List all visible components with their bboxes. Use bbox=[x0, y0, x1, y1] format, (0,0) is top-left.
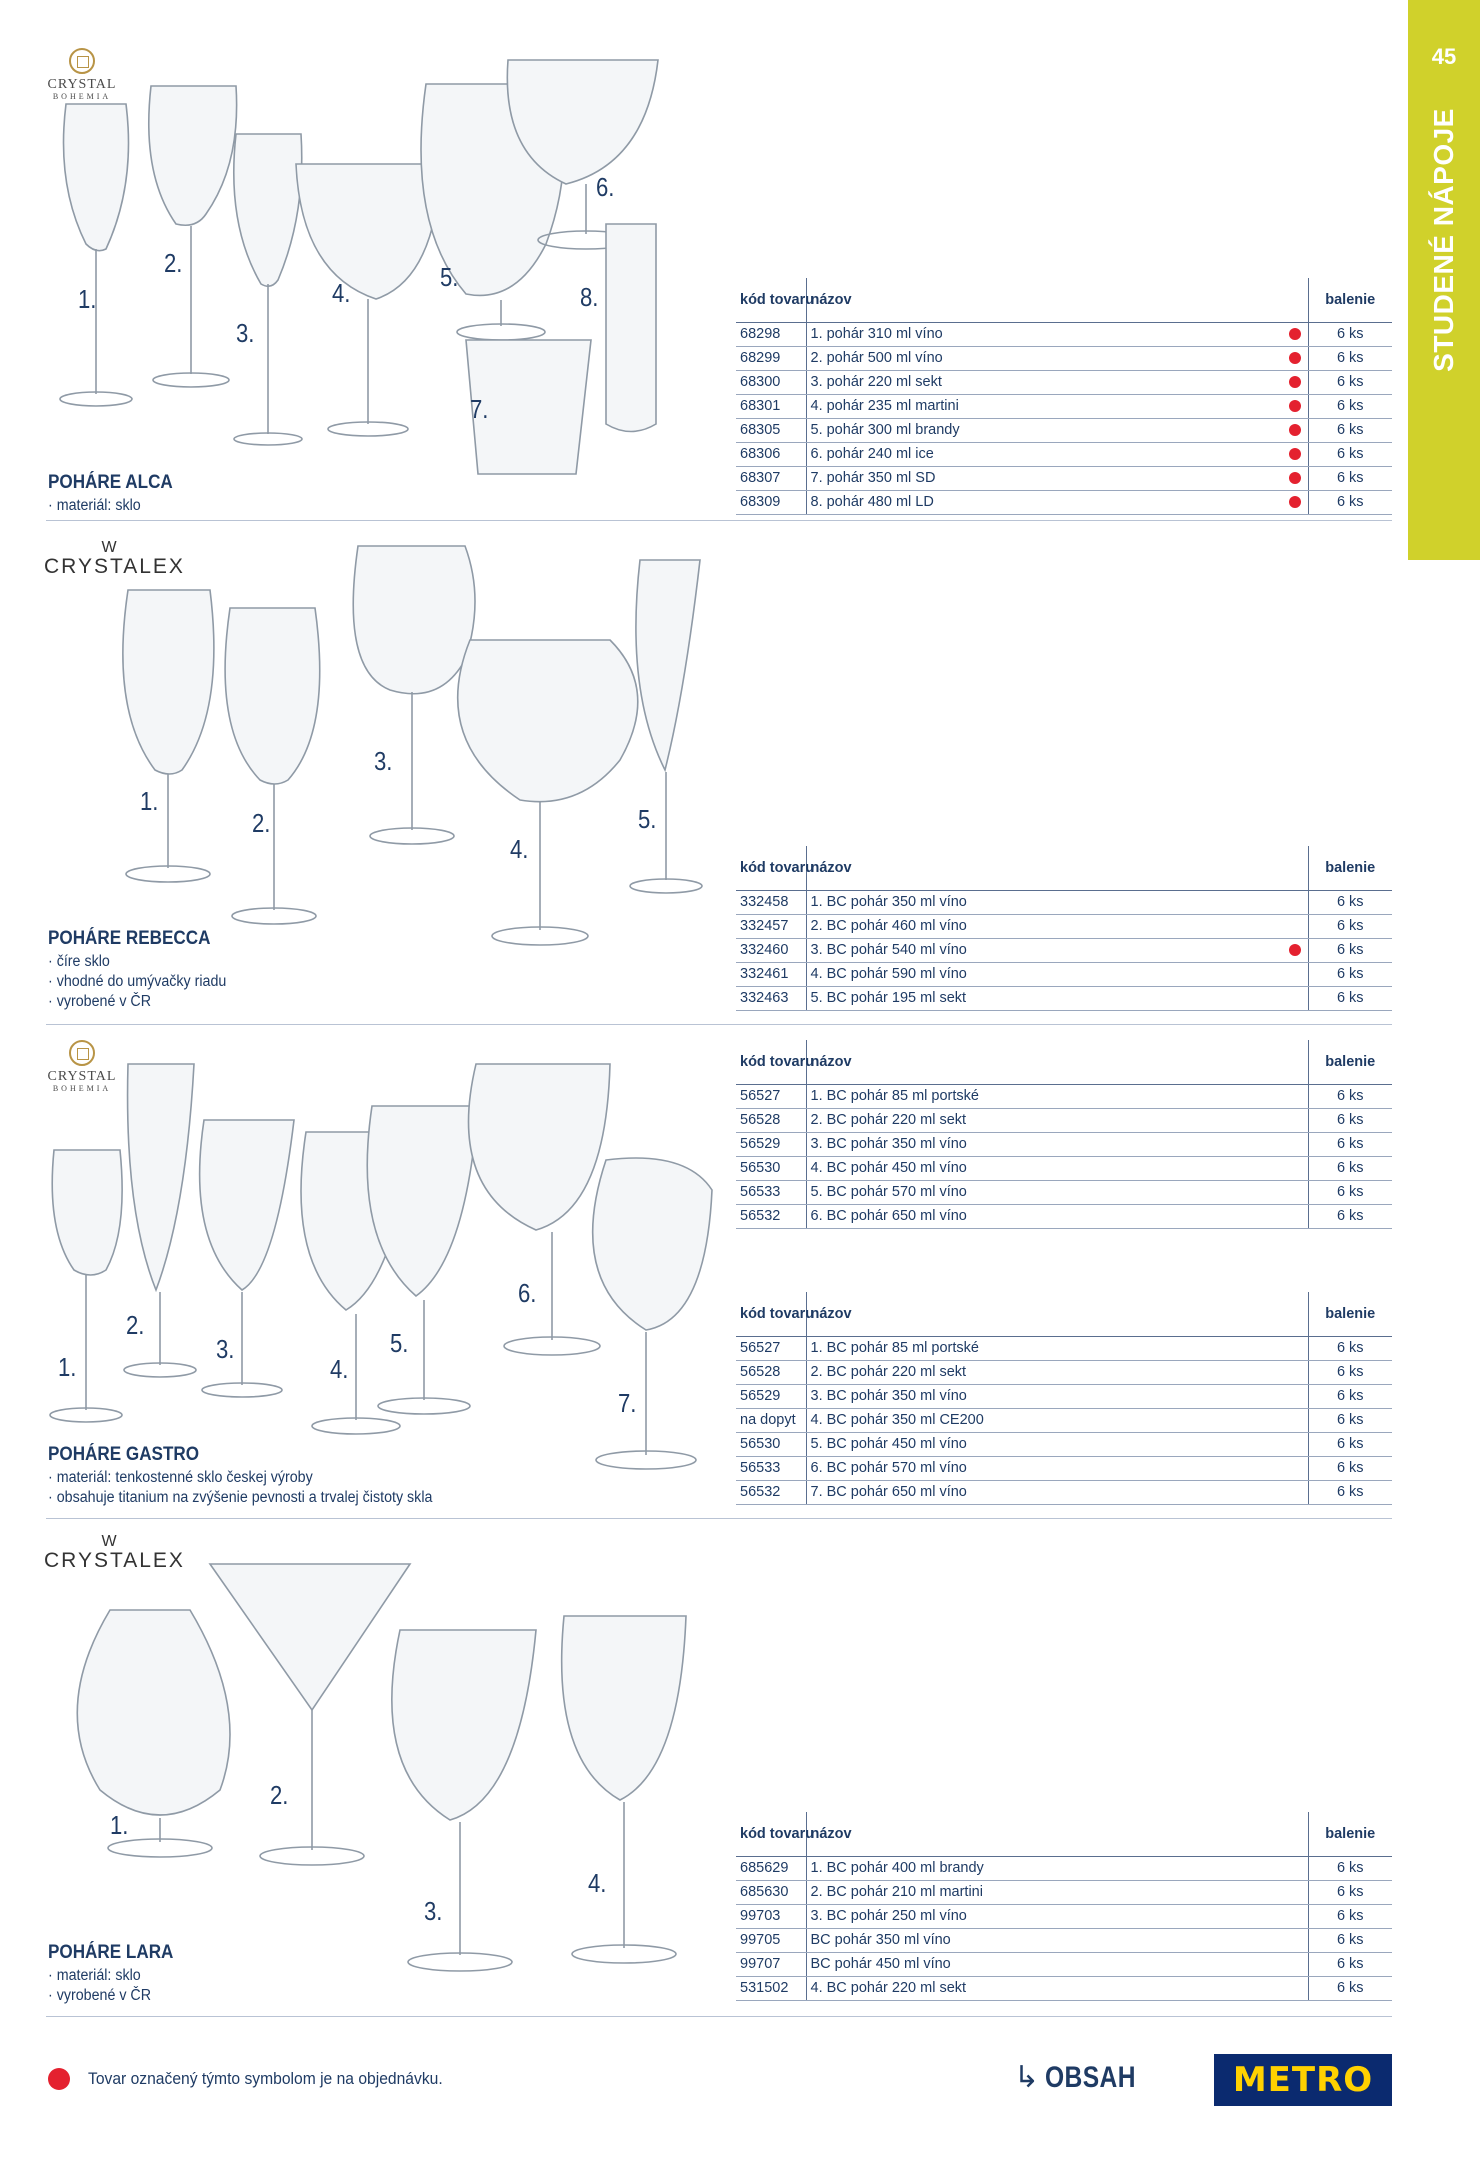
lara-title: POHÁRE LARA bbox=[48, 1942, 174, 1963]
rebecca-label-1: 1. bbox=[140, 786, 159, 816]
chapter-tab bbox=[1408, 0, 1480, 560]
return-arrow-icon: ↳ bbox=[1014, 2061, 1040, 2094]
table-row bbox=[736, 1408, 1392, 1432]
pack-size: 6 ks bbox=[1308, 1204, 1392, 1228]
product-name: 1. BC pohár 400 ml brandy bbox=[806, 1856, 1282, 1880]
gastro-label-2: 2. bbox=[126, 1310, 145, 1340]
pack-size: 6 ks bbox=[1308, 1108, 1392, 1132]
lara-label-2: 2. bbox=[270, 1780, 289, 1810]
product-name: 5. BC pohár 195 ml sekt bbox=[806, 986, 1282, 1010]
product-code: 56533 bbox=[736, 1180, 806, 1204]
lara-label-3: 3. bbox=[424, 1896, 443, 1926]
order-dot-icon bbox=[1289, 352, 1301, 364]
order-dot-icon bbox=[1289, 448, 1301, 460]
pack-size: 6 ks bbox=[1308, 1432, 1392, 1456]
table-row bbox=[736, 1952, 1392, 1976]
table-row bbox=[736, 1856, 1392, 1880]
product-name: 3. BC pohár 350 ml víno bbox=[806, 1132, 1282, 1156]
product-name: 2. pohár 500 ml víno bbox=[806, 346, 1282, 370]
pack-size: 6 ks bbox=[1308, 1336, 1392, 1360]
order-dot-icon bbox=[1289, 472, 1301, 484]
product-name: 1. pohár 310 ml víno bbox=[806, 322, 1282, 346]
pack-size: 6 ks bbox=[1308, 1952, 1392, 1976]
gastro-label-7: 7. bbox=[618, 1388, 637, 1418]
product-name: 4. BC pohár 220 ml sekt bbox=[806, 1976, 1282, 2000]
alca-label-5: 5. bbox=[440, 262, 459, 292]
product-name: 7. pohár 350 ml SD bbox=[806, 466, 1282, 490]
pack-size: 6 ks bbox=[1308, 1976, 1392, 2000]
product-code: 685629 bbox=[736, 1856, 806, 1880]
product-code: 56529 bbox=[736, 1384, 806, 1408]
product-name: 4. BC pohár 590 ml víno bbox=[806, 962, 1282, 986]
product-name: BC pohár 450 ml víno bbox=[806, 1952, 1282, 1976]
alca-title: POHÁRE ALCA bbox=[48, 472, 173, 493]
alca-bullets: · materiál: sklo bbox=[48, 496, 141, 516]
product-name: 5. BC pohár 570 ml víno bbox=[806, 1180, 1282, 1204]
pack-size: 6 ks bbox=[1308, 1084, 1392, 1108]
product-code: 332458 bbox=[736, 890, 806, 914]
order-dot-icon bbox=[1289, 328, 1301, 340]
product-name: 2. BC pohár 220 ml sekt bbox=[806, 1108, 1282, 1132]
pack-size: 6 ks bbox=[1308, 1180, 1392, 1204]
product-name: 2. BC pohár 460 ml víno bbox=[806, 914, 1282, 938]
table-row bbox=[736, 1204, 1392, 1228]
pack-size: 6 ks bbox=[1308, 938, 1392, 962]
table-row bbox=[736, 418, 1392, 442]
table-row bbox=[736, 1904, 1392, 1928]
pack-size: 6 ks bbox=[1308, 490, 1392, 514]
product-name: 4. pohár 235 ml martini bbox=[806, 394, 1282, 418]
pack-size: 6 ks bbox=[1308, 346, 1392, 370]
product-code: 99703 bbox=[736, 1904, 806, 1928]
product-code: 56532 bbox=[736, 1480, 806, 1504]
metro-logo: METRO bbox=[1214, 2054, 1392, 2106]
rebecca-title: POHÁRE REBECCA bbox=[48, 928, 211, 949]
product-code: 685630 bbox=[736, 1880, 806, 1904]
gastro-label-5: 5. bbox=[390, 1328, 409, 1358]
table-row bbox=[736, 1928, 1392, 1952]
pack-size: 6 ks bbox=[1308, 1360, 1392, 1384]
product-code: 56528 bbox=[736, 1360, 806, 1384]
pack-size: 6 ks bbox=[1308, 1384, 1392, 1408]
product-code: 68309 bbox=[736, 490, 806, 514]
pack-size: 6 ks bbox=[1308, 394, 1392, 418]
pack-size: 6 ks bbox=[1308, 418, 1392, 442]
col-pack: balenie bbox=[1308, 278, 1392, 322]
table-row bbox=[736, 962, 1392, 986]
order-dot-icon bbox=[48, 2068, 70, 2090]
table-row bbox=[736, 1976, 1392, 2000]
product-code: 332461 bbox=[736, 962, 806, 986]
rebecca-label-3: 3. bbox=[374, 746, 393, 776]
alca-label-8: 8. bbox=[580, 282, 599, 312]
product-name: 6. BC pohár 570 ml víno bbox=[806, 1456, 1282, 1480]
product-name: 5. pohár 300 ml brandy bbox=[806, 418, 1282, 442]
alca-label-1: 1. bbox=[78, 284, 97, 314]
lara-bullets: · materiál: sklo · vyrobené v ČR bbox=[48, 1966, 151, 2006]
table-row bbox=[736, 466, 1392, 490]
crystal-bohemia-logo: CRYSTAL BOHEMIA bbox=[40, 48, 124, 102]
product-name: 6. BC pohár 650 ml víno bbox=[806, 1204, 1282, 1228]
section-divider bbox=[46, 1024, 1392, 1025]
lara-label-4: 4. bbox=[588, 1868, 607, 1898]
pack-size: 6 ks bbox=[1308, 370, 1392, 394]
product-name: 3. pohár 220 ml sekt bbox=[806, 370, 1282, 394]
table-row bbox=[736, 1084, 1392, 1108]
contents-link-label: OBSAH bbox=[1045, 2061, 1137, 2094]
crystal-bohemia-logo: CRYSTAL BOHEMIA bbox=[40, 1040, 124, 1094]
order-dot-icon bbox=[1289, 424, 1301, 436]
pack-size: 6 ks bbox=[1308, 962, 1392, 986]
table-row bbox=[736, 1336, 1392, 1360]
col-code: kód tovaru bbox=[736, 278, 806, 322]
product-code: 68307 bbox=[736, 466, 806, 490]
table-row bbox=[736, 322, 1392, 346]
product-code: 68306 bbox=[736, 442, 806, 466]
alca-label-6: 6. bbox=[596, 172, 615, 202]
pack-size: 6 ks bbox=[1308, 890, 1392, 914]
product-name: 3. BC pohár 540 ml víno bbox=[806, 938, 1282, 962]
pack-size: 6 ks bbox=[1308, 466, 1392, 490]
table-row bbox=[736, 1360, 1392, 1384]
product-code: 56528 bbox=[736, 1108, 806, 1132]
gastro-table-a: kód tovaru názov balenie 56527 1. BC pohár 85 ml portské 6 ks 56528 2. BC pohár 220 ml sekt 6 ks 56529 3. BC pohár 350 ml víno 6 ks 56530 4. BC pohár 450 ml víno 6 ks 56533 5. BC pohár 570 ml víno 6 ks 56532 6. BC pohár 650 ml víno 6 ks bbox=[736, 1040, 1392, 1229]
section-divider bbox=[46, 520, 1392, 521]
table-row bbox=[736, 394, 1392, 418]
alca-label-2: 2. bbox=[164, 248, 183, 278]
order-dot-icon bbox=[1289, 376, 1301, 388]
product-name: 8. pohár 480 ml LD bbox=[806, 490, 1282, 514]
section-divider bbox=[46, 2016, 1392, 2017]
order-dot-icon bbox=[1289, 944, 1301, 956]
table-row bbox=[736, 490, 1392, 514]
table-row bbox=[736, 938, 1392, 962]
product-code: 531502 bbox=[736, 1976, 806, 2000]
pack-size: 6 ks bbox=[1308, 1156, 1392, 1180]
table-row bbox=[736, 1432, 1392, 1456]
product-code: 56529 bbox=[736, 1132, 806, 1156]
product-name: 1. BC pohár 85 ml portské bbox=[806, 1084, 1282, 1108]
pack-size: 6 ks bbox=[1308, 322, 1392, 346]
order-legend: Tovar označený týmto symbolom je na objednávku. bbox=[88, 2069, 443, 2088]
product-name: 3. BC pohár 250 ml víno bbox=[806, 1904, 1282, 1928]
table-row bbox=[736, 1180, 1392, 1204]
product-name: 2. BC pohár 220 ml sekt bbox=[806, 1360, 1282, 1384]
alca-label-3: 3. bbox=[236, 318, 255, 348]
product-name: 3. BC pohár 350 ml víno bbox=[806, 1384, 1282, 1408]
page-number: 45 bbox=[1431, 44, 1457, 69]
chapter-title: STUDENÉ NÁPOJE bbox=[1428, 108, 1459, 372]
table-row bbox=[736, 890, 1392, 914]
pack-size: 6 ks bbox=[1308, 442, 1392, 466]
product-code: 99707 bbox=[736, 1952, 806, 1976]
product-name: 7. BC pohár 650 ml víno bbox=[806, 1480, 1282, 1504]
table-row bbox=[736, 1156, 1392, 1180]
rebecca-label-2: 2. bbox=[252, 808, 271, 838]
table-row bbox=[736, 370, 1392, 394]
crystalex-logo: W CRYSTALEX bbox=[44, 1533, 185, 1572]
pack-size: 6 ks bbox=[1308, 1480, 1392, 1504]
gastro-bullets: · materiál: tenkostenné sklo českej výroby · obsahuje titanium na zvýšenie pevnosti a trvalej čistoty skla bbox=[48, 1468, 432, 1508]
product-code: 99705 bbox=[736, 1928, 806, 1952]
rebecca-label-4: 4. bbox=[510, 834, 529, 864]
product-code: 332460 bbox=[736, 938, 806, 962]
alca-label-7: 7. bbox=[470, 394, 489, 424]
product-code: 56532 bbox=[736, 1204, 806, 1228]
product-code: 68299 bbox=[736, 346, 806, 370]
rebecca-bullets: · číre sklo · vhodné do umývačky riadu · vyrobené v ČR bbox=[48, 952, 226, 1012]
crystalex-logo: W CRYSTALEX bbox=[44, 539, 185, 578]
table-row bbox=[736, 346, 1392, 370]
pack-size: 6 ks bbox=[1308, 1856, 1392, 1880]
alca-label-4: 4. bbox=[332, 278, 351, 308]
product-name: 5. BC pohár 450 ml víno bbox=[806, 1432, 1282, 1456]
product-name: 6. pohár 240 ml ice bbox=[806, 442, 1282, 466]
product-code: 56530 bbox=[736, 1156, 806, 1180]
product-code: 332463 bbox=[736, 986, 806, 1010]
product-code: na dopyt bbox=[736, 1408, 806, 1432]
table-row bbox=[736, 1132, 1392, 1156]
product-name: 2. BC pohár 210 ml martini bbox=[806, 1880, 1282, 1904]
col-name: názov bbox=[806, 278, 1282, 322]
table-row bbox=[736, 1108, 1392, 1132]
table-row bbox=[736, 442, 1392, 466]
alca-table bbox=[736, 278, 1392, 515]
table-row bbox=[736, 1480, 1392, 1504]
product-name: 4. BC pohár 450 ml víno bbox=[806, 1156, 1282, 1180]
table-row bbox=[736, 1880, 1392, 1904]
rebecca-label-5: 5. bbox=[638, 804, 657, 834]
pack-size: 6 ks bbox=[1308, 1880, 1392, 1904]
product-code: 68300 bbox=[736, 370, 806, 394]
pack-size: 6 ks bbox=[1308, 1408, 1392, 1432]
lara-table: kód tovaru názov balenie 685629 1. BC pohár 400 ml brandy 6 ks 685630 2. BC pohár 210 ml martini 6 ks 99703 3. BC pohár 250 ml víno 6 ks 99705 BC pohár 350 ml víno 6 ks 99707 BC pohár 450 ml víno 6 ks 531502 4. BC pohár 220 ml sekt 6 ks bbox=[736, 1812, 1392, 2001]
gastro-table: kód tovaru názov balenie 56527 1. BC pohár 85 ml portské 6 ks 56528 2. BC pohár 220 ml sekt 6 ks 56529 3. BC pohár 350 ml víno 6 ks na dopyt 4. BC pohár 350 ml CE200 6 ks 56530 5. BC pohár 450 ml víno 6 ks 56533 6. BC pohár 570 ml víno 6 ks 56532 7. BC pohár 650 ml víno 6 ks bbox=[736, 1292, 1392, 1505]
product-code: 68298 bbox=[736, 322, 806, 346]
order-dot-icon bbox=[1289, 400, 1301, 412]
table-row bbox=[736, 914, 1392, 938]
lara-glasses-photo bbox=[50, 1560, 700, 1980]
rebecca-table: kód tovaru názov balenie 332458 1. BC pohár 350 ml víno 6 ks 332457 2. BC pohár 460 ml víno 6 ks 332460 3. BC pohár 540 ml víno 6 ks 332461 4. BC pohár 590 ml víno 6 ks 332463 5. BC pohár 195 ml sekt 6 ks bbox=[736, 846, 1392, 1011]
pack-size: 6 ks bbox=[1308, 1456, 1392, 1480]
gastro-label-1: 1. bbox=[58, 1352, 77, 1382]
alca-glasses-photo bbox=[46, 44, 666, 464]
product-name: 1. BC pohár 350 ml víno bbox=[806, 890, 1282, 914]
product-code: 68305 bbox=[736, 418, 806, 442]
pack-size: 6 ks bbox=[1308, 1132, 1392, 1156]
contents-link[interactable] bbox=[1014, 2058, 1156, 2098]
product-code: 56533 bbox=[736, 1456, 806, 1480]
table-row bbox=[736, 1384, 1392, 1408]
product-name: BC pohár 350 ml víno bbox=[806, 1928, 1282, 1952]
gastro-label-3: 3. bbox=[216, 1334, 235, 1364]
table-row bbox=[736, 1456, 1392, 1480]
product-code: 56527 bbox=[736, 1336, 806, 1360]
pack-size: 6 ks bbox=[1308, 1928, 1392, 1952]
product-name: 1. BC pohár 85 ml portské bbox=[806, 1336, 1282, 1360]
product-code: 332457 bbox=[736, 914, 806, 938]
product-code: 56530 bbox=[736, 1432, 806, 1456]
product-name: 4. BC pohár 350 ml CE200 bbox=[806, 1408, 1282, 1432]
table-row bbox=[736, 986, 1392, 1010]
pack-size: 6 ks bbox=[1308, 1904, 1392, 1928]
rebecca-glasses-photo bbox=[100, 540, 720, 970]
product-code: 68301 bbox=[736, 394, 806, 418]
product-code: 56527 bbox=[736, 1084, 806, 1108]
order-dot-icon bbox=[1289, 496, 1301, 508]
gastro-label-6: 6. bbox=[518, 1278, 537, 1308]
gastro-title: POHÁRE GASTRO bbox=[48, 1444, 200, 1465]
gastro-label-4: 4. bbox=[330, 1354, 349, 1384]
pack-size: 6 ks bbox=[1308, 914, 1392, 938]
section-divider bbox=[46, 1518, 1392, 1519]
lara-label-1: 1. bbox=[110, 1810, 129, 1840]
pack-size: 6 ks bbox=[1308, 986, 1392, 1010]
